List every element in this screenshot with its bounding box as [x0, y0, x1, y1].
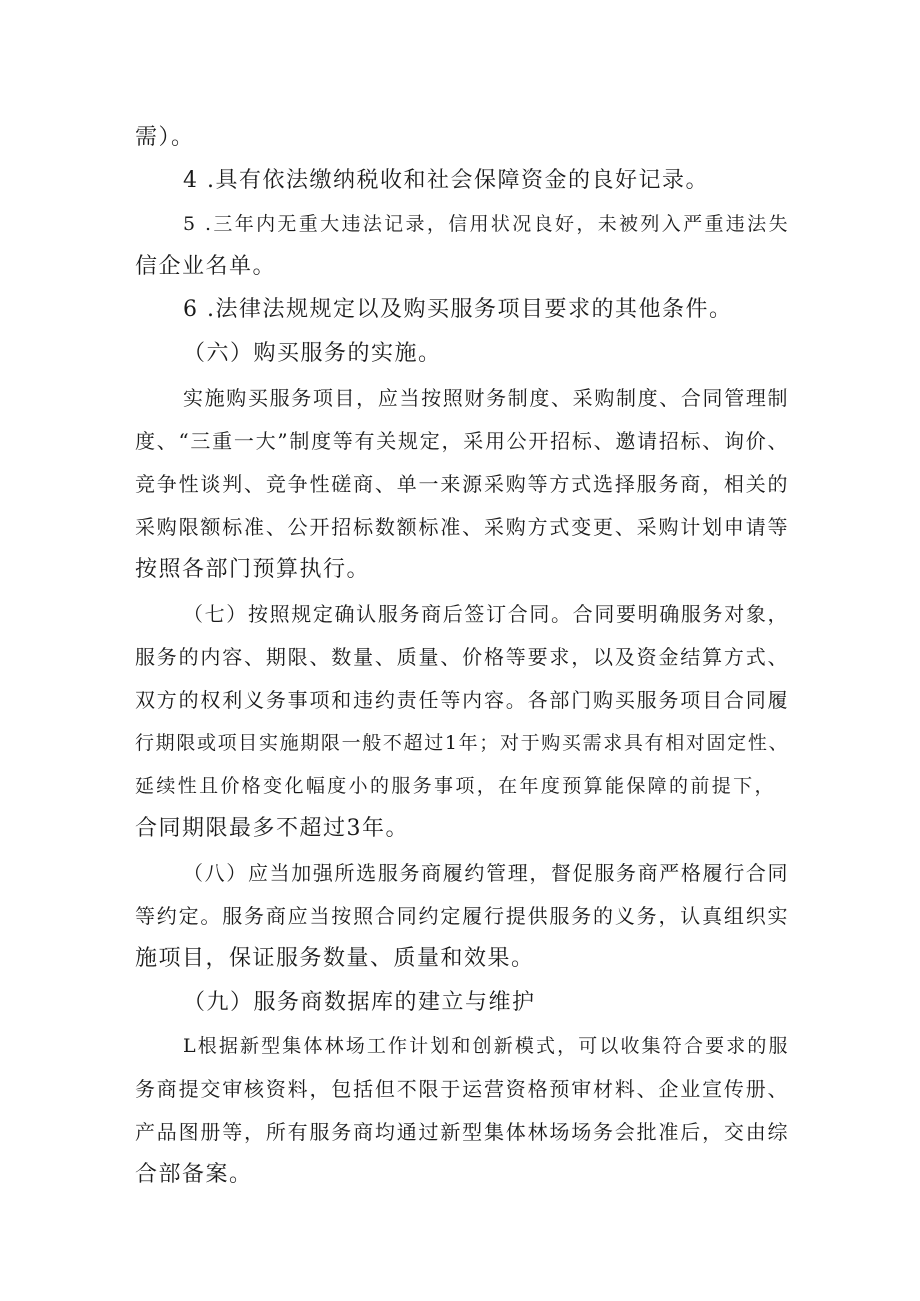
text-line-11: 按照各部门预算执行。: [135, 557, 371, 582]
text-line-10: 采购限额标准、公开招标数额标准、采购方式变更、采购计划申请等: [135, 515, 789, 539]
section-heading-6: （六）购买服务的实施。: [183, 341, 442, 366]
text-line-7: 实施购买服务项目，应当按照财务制度、采购制度、合同管理制: [183, 386, 789, 410]
text-line-8: 度、“三重一大”制度等有关规定，采用公开招标、邀请招标、询价、: [135, 429, 789, 453]
text-line-23: 务商提交审核资料，包括但不限于运营资格预审材料、企业宣传册、: [135, 1077, 789, 1101]
text-line-1: 需）。: [135, 125, 195, 150]
text-line-19: 等约定。服务商应当按照合同约定履行提供服务的义务，认真组织实: [135, 904, 789, 928]
text-line-13: 服务的内容、期限、数量、质量、价格等要求，以及资金结算方式、: [135, 645, 789, 669]
text-line-3: 5 .三年内无重大违法记录，信用状况良好，未被列入严重违法失: [183, 213, 789, 235]
text-line-15: 行期限或项目实施期限一般不超过1年；对于购买需求具有相对固定性、: [135, 732, 789, 754]
text-line-24: 产品图册等，所有服务商均通过新型集体林场场务会批准后，交由综: [135, 1120, 789, 1144]
text-line-16: 延续性且价格变化幅度小的服务事项，在年度预算能保障的前提下，: [135, 775, 775, 797]
section-heading-7: （七）按照规定确认服务商后签订合同。合同要明确服务对象，: [183, 602, 789, 626]
text-line-25: 合部备案。: [135, 1162, 253, 1187]
text-line-20: 施项目，保证服务数量、质量和效果。: [135, 946, 535, 971]
text-line-5: 6 .法律法规规定以及购买服务项目要求的其他条件。: [183, 297, 733, 322]
text-line-14: 双方的权利义务事项和违约责任等内容。各部门购买服务项目合同履: [135, 688, 789, 712]
text-line-9: 竞争性谈判、竞争性磋商、单一来源采购等方式选择服务商，相关的: [135, 472, 789, 496]
text-line-2: 4 .具有依法缴纳税收和社会保障资金的良好记录。: [183, 168, 709, 193]
section-heading-8: （八）应当加强所选服务商履约管理，督促服务商严格履行合同: [183, 861, 789, 885]
text-line-4: 信企业名单。: [135, 254, 277, 279]
text-line-22: L根据新型集体林场工作计划和创新模式，可以收集符合要求的服: [183, 1035, 789, 1057]
text-line-17: 合同期限最多不超过3年。: [135, 816, 409, 841]
section-heading-9: （九）服务商数据库的建立与维护: [183, 990, 536, 1015]
